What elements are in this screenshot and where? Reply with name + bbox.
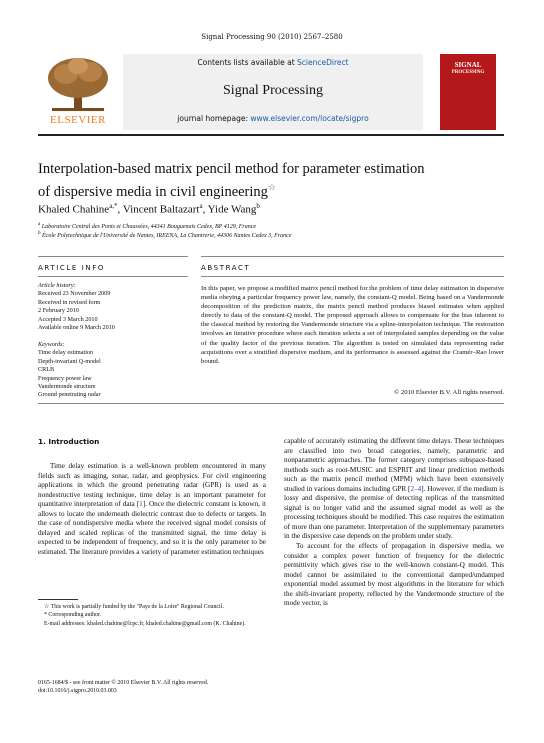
contents-prefix: Contents lists available at — [197, 58, 298, 67]
affiliation-sup: a — [38, 222, 41, 227]
paragraph-text: capable of accurately estimating the different time delays. These techniques are classified into two broad categories, namely, parametric and nonparametric approaches. The former category comprises subspace-based methods such as root-MUSIC and ESPRIT and linear prediction methods such as the matrix pencil method (MPM) which have been extensively studied in various domains including GPR [ — [284, 437, 504, 493]
header-divider — [38, 134, 504, 136]
article-info-bottom-rule — [38, 276, 188, 277]
keyword-item: Time delay estimation — [38, 349, 94, 357]
footnote: E-mail addresses: khaled.chahine@lcpc.fr, khaled.chahine@gmail.com (K. Chahine). — [44, 620, 246, 627]
keywords — [38, 341, 168, 400]
author-name[interactable]: Vincent Baltazart — [122, 203, 200, 216]
author-separator: , — [117, 203, 123, 216]
issn-line: 0165-1684/$ - see front matter © 2010 Elsevier B.V. All rights reserved. — [38, 680, 209, 686]
title-star: ☆ — [267, 182, 276, 192]
issn-block — [38, 679, 266, 696]
footnotes — [38, 603, 266, 628]
paragraph-text: ]. Once the dielectric constant is known, it allows to locate the underneath dielectric contrast due to defects or targets. In the case of nondispersive media where the received signal model consists of delayed and scaled replicas of the transmitted signal, the time delay is expected to be independent of frequency, and so it is the only parameter to be estimated. The literature provides a variety of parameter estimation techniques — [38, 500, 266, 556]
keyword-item: Ground penetrating radar — [38, 391, 101, 399]
cover-title-line-2: PROCESSING — [451, 70, 485, 75]
history-item: Available online 9 March 2010 — [38, 324, 115, 332]
keyword-item: Depth-invariant Q-model — [38, 357, 101, 365]
citation-link[interactable]: 2–4 — [410, 484, 422, 493]
journal-reference: Signal Processing 90 (2010) 2567–2580 — [201, 33, 343, 41]
abstract-end-rule — [38, 403, 504, 404]
abstract-label: ABSTRACT — [201, 264, 251, 272]
affiliation — [38, 222, 518, 230]
history-item: 2 February 2010 — [38, 307, 79, 315]
affiliation-text: École Polytechnique de l'Université de Nantes, IREENA, La Chantrerie, 44306 Nantes Cedex 3, France — [42, 233, 292, 239]
history-label: Article history: — [38, 282, 76, 289]
journal-homepage — [123, 114, 423, 123]
abstract-text: In this paper, we propose a modified matrix pencil method for the problem of time delay estimation in dispersive media obeying a particular frequency power law, namely, the constant-Q model. Being based on a Vandermonde decomposition of the prediction matrix, the matrix pencil method produces biased estimates when applied directly to data of the constant-Q model. The proposed approach allows to compensate for the bias inherent to the classical method by restoring the Vandermonde structure via a spline-interpolation technique. The restoration involves an iterative procedure where each iteration selects a set of interpolated samples depending on the value of the quality factor of the previous iteration. The algorithm is tested on simulated data representing radar acquisitions over a stratified dispersive medium, and its performance is assessed against the Cramér–Rao lower bound. — [201, 285, 504, 365]
sciencedirect-link[interactable]: ScienceDirect — [297, 58, 349, 67]
author-sup: a,* — [109, 202, 118, 210]
title-line-2 — [38, 178, 518, 201]
abstract-bottom-rule — [201, 276, 504, 277]
paragraph-text: ]. However, if the medium is lossy and dispersive, the premise of detecting replicas of the transmitted signal is no longer valid and the assumed signal model as well as the processing techniques should be modified. This case requires the estimation of more than one parameter. Interpretation of the supplementary parameters in the dispersive case depends on the problem under study. — [284, 484, 504, 541]
homepage-prefix: journal homepage: — [177, 114, 251, 123]
article-info-label: ARTICLE INFO — [38, 264, 105, 272]
abstract-copyright: © 2010 Elsevier B.V. All rights reserved. — [394, 389, 504, 396]
paragraph-text: To account for the effects of propagation in dispersive media, we consider a complex power function of frequency for the dielectric permittivity which gives rise to the well-known constant-Q model. This model cannot be assimilated to the conventional damped/undamped exponential model assumed by most algorithms in the literature for which the shift-invariant property, reflected by the Vandermonde structure of the mode vector, is — [284, 542, 504, 608]
paragraph — [38, 462, 266, 557]
cover-title-line-1: SIGNAL — [454, 61, 482, 69]
cover-title — [440, 62, 496, 76]
title-line-2-text: of dispersive media in civil engineering — [38, 183, 268, 200]
title-line-1: Interpolation-based matrix pencil method for parameter estimation — [38, 161, 425, 177]
paragraph-text: Time delay estimation is a well-known problem encountered in many fields such as imaging, sonar, radar, and geophysics. For civil engineering applications in which the ground penetrating radar (GPR) is used as a nondestructive testing technique, time delay is an important parameter for quantitative interpretation of data [ — [38, 462, 266, 509]
author-sup: b — [256, 202, 260, 210]
author-sup: a — [199, 202, 203, 210]
affiliation — [38, 231, 518, 239]
keywords-label: Keywords: — [38, 341, 65, 348]
elsevier-tree-icon — [38, 54, 118, 114]
contents-line — [123, 58, 423, 67]
article-info-top-rule — [38, 256, 188, 257]
author-name[interactable]: Yide Wang — [207, 203, 257, 216]
paragraph — [284, 542, 504, 609]
history-item: Received 23 November 2009 — [38, 290, 111, 298]
doi-line[interactable]: doi:10.1016/j.sigpro.2010.03.003 — [38, 688, 117, 695]
paragraph — [284, 437, 504, 542]
keyword-item: Vandermonde structure — [38, 383, 96, 391]
affiliation-text: Laboratoire Central des Ponts et Chaussées, 44341 Bouguenais Cedex, BP 4129, France — [41, 224, 257, 230]
footnote-divider — [38, 599, 78, 600]
affiliation-sup: b — [38, 231, 41, 236]
footnote: ☆ This work is partially funded by the "Pays de la Loire" Regional Council. — [44, 604, 224, 610]
citation-link[interactable]: 1 — [139, 500, 143, 509]
elsevier-wordmark: ELSEVIER — [50, 114, 106, 126]
author-list — [38, 202, 518, 216]
history-item: Received in revised form — [38, 298, 101, 306]
article-history — [38, 282, 168, 332]
article-title — [38, 160, 518, 201]
body-column-right — [284, 437, 504, 609]
journal-name: Signal Processing — [223, 83, 323, 98]
keyword-item: CRLB — [38, 366, 55, 374]
keyword-item: Frequency power law — [38, 374, 92, 382]
abstract-top-rule — [201, 256, 504, 257]
history-item: Accepted 3 March 2010 — [38, 315, 98, 323]
author-separator: , — [202, 203, 208, 216]
author-name[interactable]: Khaled Chahine — [38, 203, 110, 216]
section-heading-introduction: 1. Introduction — [38, 437, 100, 446]
body-column-left — [38, 462, 266, 557]
homepage-link[interactable]: www.elsevier.com/locate/sigpro — [250, 114, 369, 123]
footnote: * Corresponding author. — [44, 612, 102, 619]
